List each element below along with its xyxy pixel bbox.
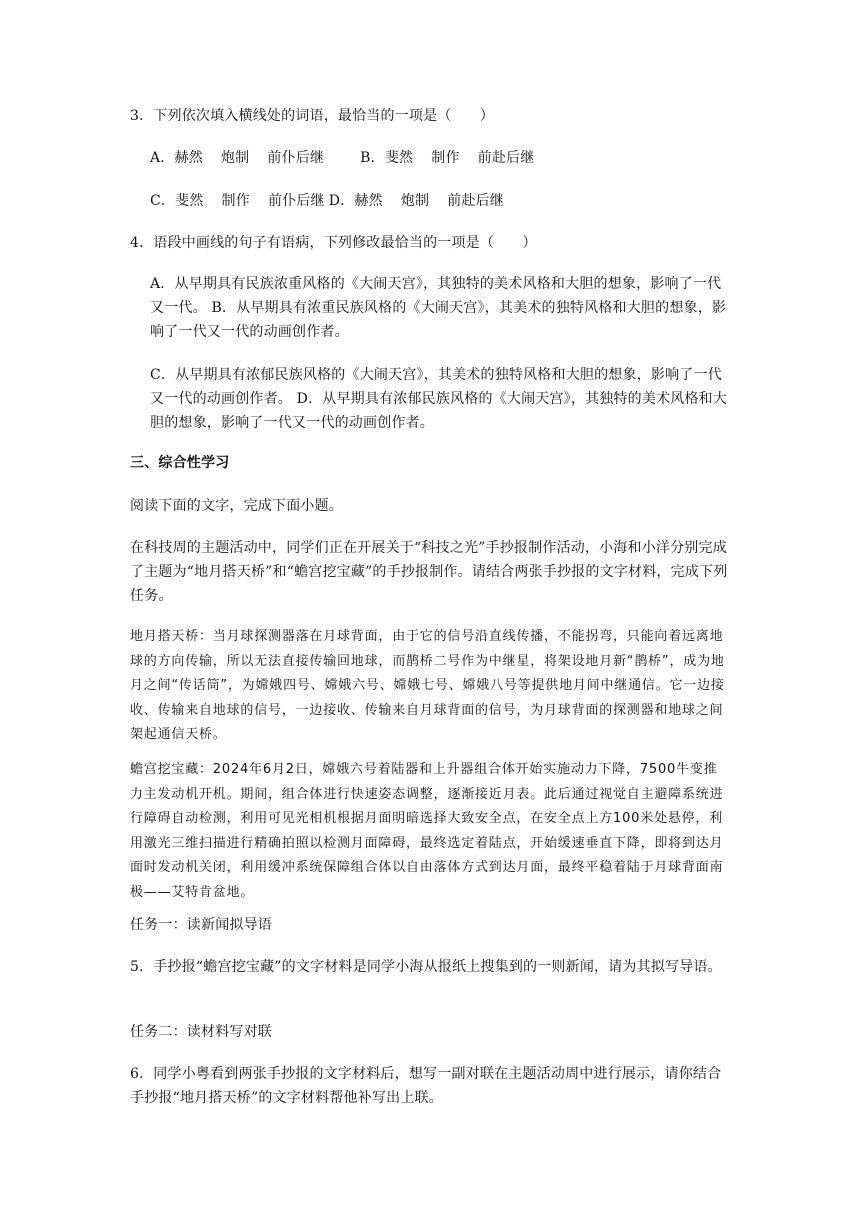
question-4-options-ab: A．从早期具有民族浓重风格的《大闹天宫》，其独特的美术风格和大胆的想象，影响了一代又一代。 B．从早期具有浓重民族风格的《大闹天宫》，其美术的独特风格和大胆的想象，影响了一代又一代的动画创作者。 bbox=[150, 276, 727, 340]
reading-instruction: 阅读下面的文字，完成下面小题。 bbox=[130, 498, 343, 514]
option-c-word-3: 前仆后继 bbox=[267, 193, 325, 209]
task-2-heading: 任务二：读材料写对联 bbox=[130, 1024, 272, 1040]
activity-context: 在科技周的主题活动中，同学们正在开展关于“科技之光”手抄报制作活动，小海和小洋分别完成了主题为“地月搭天桥”和“蟾宫挖宝藏”的手抄报制作。请结合两张手抄报的文字材料，完成下列任务。 bbox=[130, 540, 728, 604]
option-b-word-2: 制作 bbox=[431, 150, 460, 166]
option-a-word-3: 前仆后继 bbox=[267, 150, 325, 166]
question-5: 5．手抄报“蟾宫挖宝藏”的文字材料是同学小海从报纸上搜集到的一则新闻，请为其拟写导语。 bbox=[130, 959, 722, 975]
question-3-options-ab bbox=[150, 146, 730, 170]
option-d-word-3: 前赴后继 bbox=[447, 193, 504, 209]
option-a-word-1: 赫然 bbox=[174, 150, 203, 166]
option-c-label: C． bbox=[150, 193, 176, 209]
question-4-options-cd: C．从早期具有浓郁民族风格的《大闹天宫》，其美术的独特风格和大胆的想象，影响了一代又一代的动画创作者。 D．从早期具有浓郁民族风格的《大闹天宫》，其独特的美术风格和大胆的想象，影响了一代又一代的动画创作者。 bbox=[150, 367, 728, 431]
option-b-label: B． bbox=[360, 150, 385, 166]
material-earth-moon-bridge: 地月搭天桥：当月球探测器落在月球背面，由于它的信号沿直线传播，不能拐弯，只能向着远离地球的方向传输，所以无法直接传输回地球，而鹊桥二号作为中继星，将架设地月新“鹊桥”，成为地月之间“传话筒”，为嫦娥四号、嫦娥六号、嫦娥七号、嫦娥八号等提供地月间中继通信。它一边接收、传输来自地球的信号，一边接收、传输来自月球背面的信号，为月球背面的探测器和地球之间架起通信天桥。 bbox=[130, 629, 725, 742]
section-heading: 三、综合性学习 bbox=[130, 455, 230, 471]
option-c-word-2: 制作 bbox=[221, 193, 250, 209]
question-4-stem: 4．语段中画线的句子有语病，下列修改最恰当的一项是（ ） bbox=[130, 235, 537, 251]
material-moon-treasure: 蟾宫挖宝藏：2024年6月2日，嫦娥六号着陆器和上升器组合体开始实施动力下降，7500牛变推力主发动机开机。期间，组合体进行快速姿态调整，逐渐接近月表。此后通过视觉自主避障系统进行障碍自动检测，利用可见光相机根据月面明暗选择大致安全点，在安全点上方100米处悬停，利用激光三维扫描进行精确拍照以检测月面障碍，最终选定着陆点，开始缓速垂直下降，即将到达月面时发动机关闭，利用缓冲系统保障组合体以自由落体方式到达月面，最终平稳着陆于月球背面南极——艾特肯盆地。 bbox=[130, 762, 724, 900]
option-d-word-2: 炮制 bbox=[400, 193, 430, 209]
option-d-word-1: 赫然 bbox=[354, 193, 383, 209]
option-b-word-3: 前赴后继 bbox=[477, 150, 535, 166]
option-a-label: A． bbox=[150, 150, 175, 166]
question-3-stem: 3．下列依次填入横线处的词语，最恰当的一项是（ ） bbox=[130, 108, 495, 124]
option-a-word-2: 炮制 bbox=[220, 150, 250, 166]
option-d-label: D． bbox=[328, 193, 355, 209]
question-6: 6．同学小粤看到两张手抄报的文字材料后，想写一副对联在主题活动周中进行展示，请你结合手抄报“地月搭天桥”的文字材料帮他补写出上联。 bbox=[130, 1066, 722, 1106]
question-3-options-cd bbox=[150, 189, 730, 213]
option-c-word-1: 斐然 bbox=[175, 193, 204, 209]
task-1-heading: 任务一：读新闻拟导语 bbox=[130, 917, 272, 933]
option-b-word-1: 斐然 bbox=[384, 150, 414, 166]
